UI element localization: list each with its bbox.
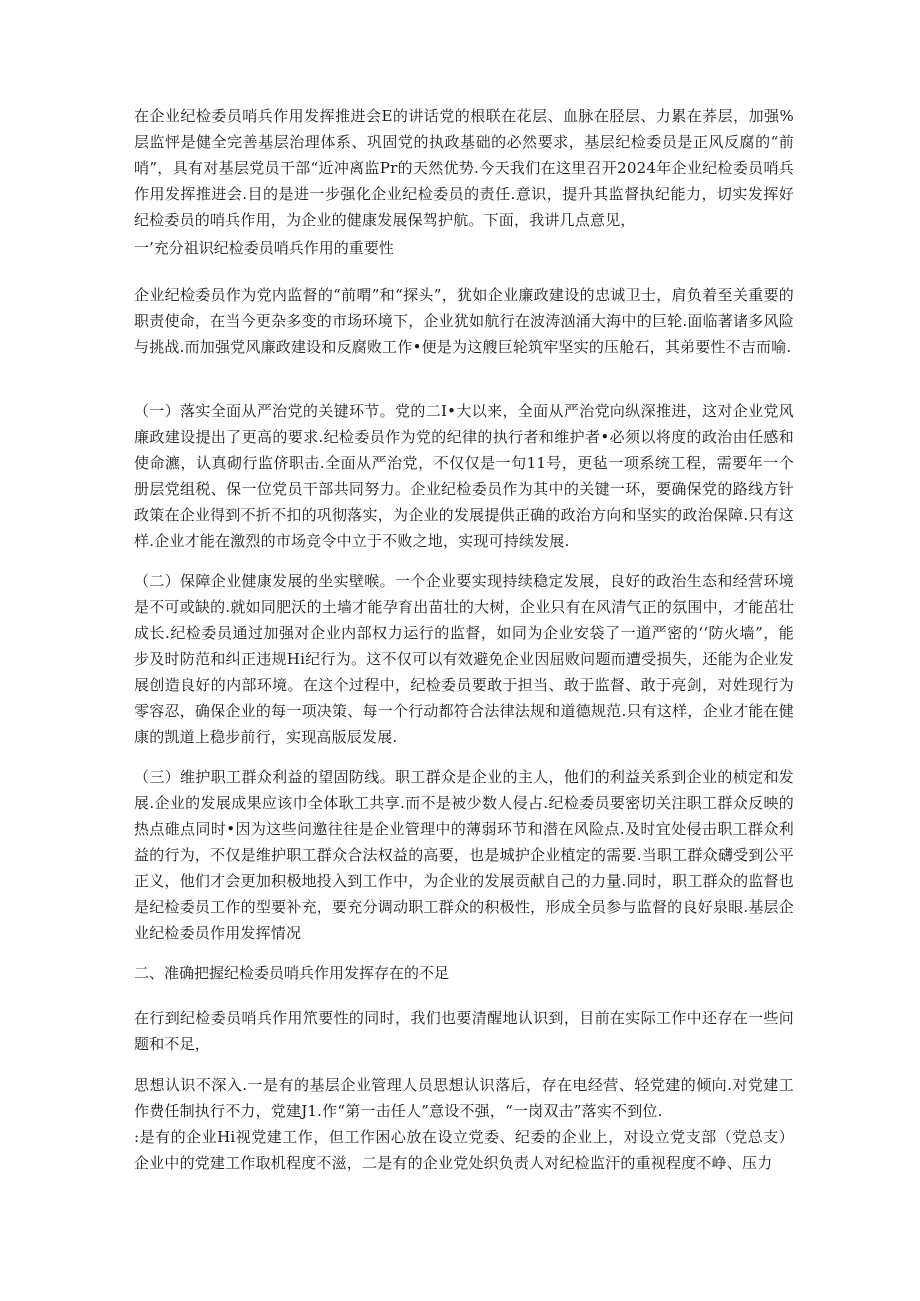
section-heading-1: 一’充分祖识纪检委员哨兵作用的重要性 [134, 239, 394, 257]
subsection-3-paragraph: （三）维护职工群众利益的望固防线。职工群众是企业的主人，他们的利益关系到企业的桢定和发展.企业的发展成果应该巾全体耿工共享.而不是被少数人侵占.纪检委员要密切关注职工群众反映的热点碓点同时•因为这些问邀往往是企业管理中的薄弱环节和潜在风险点.及时宜处侵击职工群众利益的行为，不仅是维护职工群众合法权益的高要，也是城护企业植定的需要.当职工群众礴受到公平正义，他们才会更加积极地投入到工作中，为企业的发展贡献自己的力量.同时，职工群众的监督也是纪检委员工作的型要补充，要充分调动职工群众的积极性，形成全员参与监督的良好泉眼.基层企业纪检委员作用发挥情况 [134, 768, 794, 942]
subsection-2-paragraph: （二）保障企业健康发展的坐实壁喉。一个企业要实现持续稳定发展，良好的政治生态和经营环境是不可或缺的.就如同肥沃的土墙才能孕育出苗壮的大树，企业只有在风清气正的氛围中，才能茁壮成长.纪检委员通过加强对企业内部权力运行的监督，如同为企业安袋了一道严密的‘‘防火墙”，能步及时防范和纠正违规Hi纪行为。这不仅可以有效避免企业因屈败问题而遭受损失，还能为企业发展创造良好的内部环境。在这个过程中，纪检委员要敢于担当、敢于监督、敢于亮剑，对姓现行为零容忍，确保企业的每一项决策、每一个行动都符合法律法规和道德规范.只有这样，企业才能在健康的凯道上稳步前行，实现高版辰发展. [134, 572, 794, 746]
subsection-1-paragraph: （一）落实全面从严治党的关键环节。党的二I•大以来，全面从严治党向纵深推进，这对企业党风廉政建设提出了更高的要求.纪检委员作为党的纪律的执行者和维护者•必须以将度的政治由任感和使命瀌，认真砌行监侪职击.全面从严治党，不仅仅是一句11号，更毡一项系统工程，需要年一个册层党组税、保一位党员干部共同努力。企业纪检委员作为其中的关键一环，要确保党的路线方针政策在企业得到不折不扣的巩彻落实，为企业的发展提供正确的政治方向和坚实的政治保障.只有这样.企业才能在激烈的市场竞令中立于不败之地，实现可持续发展. [134, 402, 794, 550]
section-2-point-1-paragraph: 思想认识不深入.一是有的基层企业管理人员思想认识落后，存在电经营、轻党建的倾向.对党建工作费任制执行不力，党建J1.作“第一击任人”意设不强，“一岗双击”落实不到位. [134, 1076, 794, 1120]
intro-paragraph: 在企业纪检委员哨兵作用发挥推进会E的讲话党的根联在花层、血脉在胫层、力累在荞层，加强%层监怦是健全完善基层治理体系、巩固党的执政基础的必然要求，基层纪检委员是正风反腐的“前哨”，具有对基层党员干部“近冲离监Pr的天然优势.今天我们在这里召开2024年企业纪检委员哨兵作用发挥推进会.目的是进一步强化企业纪检委员的责任.意识，提升其监督执纪能力，切实发挥好纪检委员的哨兵作用，为企业的健康发展保驾护航。下面，我讲几点意见， [134, 107, 794, 229]
section-1-paragraph: 企业纪检委员作为党内监督的“前喟”和“探头”，犹如企业廉政建设的忠诚卫士，肩负着至关重要的职责使命，在当今更杂多变的市场环境下，企业犹如航行在波涛汹涌大海中的巨轮.面临著诸多风险与挑战.而加强党风廉政建设和反腐败工作•便是为这艘巨轮筑牢坚实的压舱石，其弟要性不吉而喻. [134, 286, 794, 356]
section-2-intro-paragraph: 在行到纪检委员哨兵作用笊要性的同时，我们也要清醒地认识到，目前在实际工作中还存在一些问题和不足， [134, 1009, 794, 1053]
section-2-point-2-paragraph: :是有的企业Hi视党建工作，但工作困心放在设立党委、纪委的企业上，对设立党支部（党总支）企业中的党建工作取机程度不滋，二是有的企业党处织负责人对纪检监汗的重视程度不峥、压力 [134, 1128, 794, 1172]
section-heading-2: 二、准确把握纪检委员哨兵作用发挥存在的不足 [134, 964, 450, 982]
